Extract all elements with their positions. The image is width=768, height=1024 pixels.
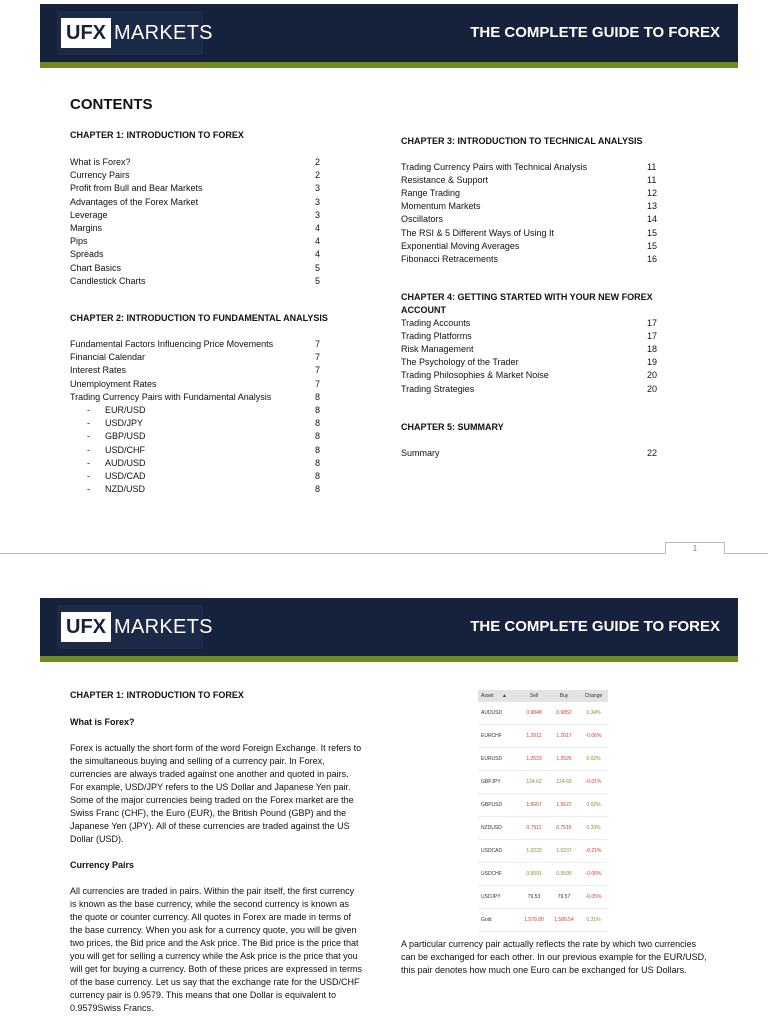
toc-item[interactable]	[87, 470, 146, 483]
toc-page-number: 15	[647, 240, 658, 251]
toc-page-number: 8	[315, 431, 321, 442]
rates-change: 0.31%	[586, 917, 601, 923]
toc-page-number: 11	[647, 162, 657, 172]
toc-page-number: 17	[647, 331, 658, 342]
sort-icon[interactable]: ▲	[501, 693, 507, 699]
rates-row[interactable]	[478, 817, 608, 840]
toc-page-number: 3	[315, 209, 321, 220]
rates-asset: NZDUSD	[481, 825, 502, 831]
page2-chapter-heading: CHAPTER 1: INTRODUCTION TO FOREX	[70, 690, 244, 700]
rates-buy: 124.69	[556, 779, 572, 785]
toc-item-label: Momentum Markets	[401, 201, 481, 212]
toc-item-label: Exponential Moving Averages	[401, 240, 520, 251]
section-currency-pairs-text: All currencies are traded in pairs. Within the pair itself, the first currency is known as the base currency, while the second currency is known as the quote or counter currency. All quotes in Forex are made in terms of the base currency. When you ask for a currency quote, you will be given two prices, the Bid price and the Ask price. The Bid price is the price that you will get for selling a currency while the Ask price is the price that you will get for buying a currency. Both of these prices are expressed in terms of the base currency. Let us say that the exchange rate for the USD/CHF currency pair is 0.9579. This means that one Dollar is equivalent to 0.9579Swiss Francs.	[70, 886, 362, 1013]
ufx-markets-logo	[57, 605, 213, 649]
rates-asset: EURCHF	[481, 733, 502, 739]
toc-item[interactable]	[401, 356, 519, 369]
rates-sell: 1.0232	[526, 848, 542, 854]
page-divider	[0, 553, 768, 554]
toc-page-number: 7	[315, 352, 321, 363]
rates-buy: 1,580.54	[554, 917, 574, 923]
toc-page-number: 18	[647, 344, 658, 355]
toc-item[interactable]	[401, 240, 519, 253]
guide-title: THE COMPLETE GUIDE TO FOREX	[470, 24, 720, 41]
toc-page-number: 8	[315, 457, 321, 468]
guide-title: THE COMPLETE GUIDE TO FOREX	[470, 618, 720, 635]
rates-row[interactable]	[478, 909, 608, 932]
toc-item-label: The Psychology of the Trader	[401, 357, 519, 368]
rates-sell: 1.2012	[526, 733, 542, 739]
rates-row[interactable]	[478, 702, 608, 725]
toc-page-number: 8	[315, 405, 321, 415]
toc-page-number: 7	[315, 365, 321, 376]
toc-item[interactable]	[401, 174, 488, 187]
toc-item[interactable]	[70, 169, 130, 182]
rates-buy: 1.5672	[556, 802, 572, 808]
toc-item[interactable]	[70, 364, 126, 377]
toc-dash: -	[87, 405, 90, 415]
toc-item[interactable]	[70, 235, 88, 248]
toc-page-number: 12	[647, 188, 658, 199]
toc-page-number: 4	[315, 249, 321, 260]
toc-page-number: 8	[315, 391, 321, 402]
header-stripe	[40, 656, 738, 662]
logo-ufx: UFX	[61, 612, 111, 642]
rates-change: 0.02%	[586, 756, 601, 762]
rates-buy: 1.2526	[556, 756, 572, 762]
chapter5-heading: CHAPTER 5: SUMMARY	[401, 422, 504, 432]
rates-asset: Gold	[481, 917, 492, 923]
rates-asset: EURUSD	[481, 756, 503, 762]
page-number: 1	[665, 542, 725, 554]
toc-item[interactable]	[70, 156, 131, 169]
toc-item-label: Spreads	[70, 249, 104, 260]
rates-row[interactable]	[478, 725, 608, 748]
toc-page-number: 8	[315, 471, 321, 481]
rates-change: -0.21%	[585, 848, 602, 854]
toc-page-number: 22	[647, 448, 658, 458]
toc-item[interactable]	[401, 213, 443, 226]
toc-page-number: 4	[315, 236, 321, 247]
logo-markets: MARKETS	[114, 615, 213, 638]
toc-item[interactable]	[87, 457, 146, 470]
rates-change: -0.06%	[585, 733, 602, 739]
chapter4-heading-line2: ACCOUNT	[401, 305, 446, 315]
rates-row[interactable]	[478, 886, 608, 909]
toc-item[interactable]	[87, 483, 145, 496]
toc-item[interactable]	[401, 343, 474, 356]
toc-item[interactable]	[401, 187, 460, 200]
toc-page-number: 4	[315, 223, 321, 233]
toc-item[interactable]	[401, 447, 440, 460]
toc-item[interactable]	[70, 248, 104, 261]
toc-page-number: 15	[647, 227, 658, 238]
toc-page-number: 3	[315, 196, 321, 207]
toc-item[interactable]	[401, 383, 474, 396]
toc-item[interactable]	[401, 369, 549, 382]
toc-item[interactable]	[87, 430, 146, 443]
rates-row[interactable]	[478, 748, 608, 771]
toc-item-label: Trading Philosophies & Market Noise	[401, 370, 549, 381]
toc-item[interactable]	[70, 209, 108, 222]
rates-row[interactable]	[478, 840, 608, 863]
rates-asset: USDJPY	[481, 894, 501, 900]
toc-item-label: Trading Strategies	[401, 383, 475, 394]
ufx-markets-logo	[57, 11, 213, 55]
chapter4-heading-line1: CHAPTER 4: GETTING STARTED WITH YOUR NEW FOREX	[401, 292, 653, 302]
rates-change: -0.01%	[585, 779, 602, 785]
toc-item[interactable]	[87, 417, 143, 430]
toc-item[interactable]	[87, 444, 145, 457]
toc-page-number: 16	[647, 253, 658, 264]
toc-item[interactable]	[70, 182, 203, 195]
toc-page-number: 8	[315, 418, 321, 429]
toc-item-label: Trading Platforms	[401, 331, 472, 342]
rates-change: -0.05%	[585, 894, 602, 900]
toc-dash: -	[87, 418, 90, 429]
toc-item-label: Unemployment Rates	[70, 378, 157, 389]
rates-buy: 79.57	[557, 894, 571, 900]
rates-change: 0.33%	[586, 825, 601, 831]
toc-item-label: NZD/USD	[105, 484, 145, 495]
toc-item[interactable]	[70, 262, 121, 275]
logo-ufx: UFX	[61, 18, 111, 48]
contents-title: CONTENTS	[70, 96, 153, 113]
toc-item-label: Chart Basics	[70, 262, 122, 273]
toc-dash: -	[87, 457, 90, 468]
section-what-is-forex-text: Forex is actually the short form of the word Foreign Exchange. It refers to the simultaneous buying and selling of a currency pair. In Forex, currencies are always traded against one another and quoted in pairs. For example, USD/JPY refers to the US Dollar and Japanese Yen pair. Some of the major currencies being traded on the Forex market are the Swiss Franc (CHF), the Euro (EUR), the British Pound (GBP) and the Japanese Yen (JPY). All of these currencies are traded against the US Dollar (USD).	[70, 743, 362, 844]
toc-item[interactable]	[401, 227, 554, 240]
toc-item-label: EUR/USD	[105, 405, 146, 415]
toc-dash: -	[87, 444, 90, 455]
rates-row[interactable]	[478, 794, 608, 817]
toc-item[interactable]	[70, 391, 271, 404]
toc-page-number: 5	[315, 262, 321, 273]
toc-item[interactable]	[70, 275, 146, 288]
toc-item-label: Trading Currency Pairs with Fundamental Analysis	[70, 391, 272, 402]
rates-change: -0.06%	[585, 871, 602, 877]
page2-header	[40, 598, 738, 656]
toc-item-label: GBP/USD	[105, 431, 146, 442]
rates-asset: USDCHF	[481, 871, 502, 877]
toc-page-number: 19	[647, 357, 658, 368]
section-currency-pairs-heading: Currency Pairs	[70, 860, 135, 870]
currency-pair-caption: A particular currency pair actually reflects the rate by which two currencies can be exchanged for each other. In our previous example for the EUR/USD, this pair denotes how much one Euro can be exchanged for US Dollars.	[401, 939, 707, 975]
rates-sell: 124.62	[526, 779, 542, 785]
header-sell[interactable]: Sell	[529, 693, 539, 699]
toc-page-number: 3	[315, 183, 321, 194]
rates-change: 0.34%	[586, 710, 601, 716]
toc-item-label: Candlestick Charts	[70, 275, 146, 286]
toc-page-number: 7	[315, 378, 321, 389]
toc-dash: -	[87, 484, 90, 495]
toc-item[interactable]	[401, 161, 587, 174]
toc-item[interactable]	[401, 200, 481, 213]
rates-table-header	[478, 690, 608, 702]
toc-item-label: Range Trading	[401, 188, 461, 199]
rates-asset: GBPJPY	[481, 779, 501, 785]
rates-sell: 79.53	[527, 894, 541, 900]
rates-asset: USDCAD	[481, 848, 503, 854]
toc-item-label: AUD/USD	[105, 457, 146, 468]
toc-dash: -	[87, 431, 90, 442]
toc-page-number: 5	[315, 275, 321, 286]
chapter1-heading: CHAPTER 1: INTRODUCTION TO FOREX	[70, 130, 244, 140]
toc-item-label: Pips	[70, 236, 88, 247]
chapter3-heading: CHAPTER 3: INTRODUCTION TO TECHNICAL ANALYSIS	[401, 136, 643, 146]
rates-asset: GBPUSD	[481, 802, 503, 808]
toc-page-number: 2	[315, 170, 321, 181]
toc-item[interactable]	[401, 317, 470, 330]
toc-page-number: 11	[647, 175, 657, 186]
rates-buy: 1.0237	[556, 848, 572, 854]
toc-page-number: 7	[315, 339, 321, 349]
toc-dash: -	[87, 471, 90, 481]
toc-item[interactable]	[401, 253, 498, 266]
toc-item-label: Fundamental Factors Influencing Price Movements	[70, 339, 274, 349]
toc-page-number: 17	[647, 318, 658, 328]
toc-item-label: Risk Management	[401, 344, 474, 355]
toc-page-number: 13	[647, 201, 658, 212]
toc-item-label: Summary	[401, 448, 440, 458]
rates-buy: 0.7516	[556, 825, 572, 831]
rates-row[interactable]	[478, 771, 608, 794]
header-change[interactable]: Change	[584, 693, 603, 699]
toc-item-label: Currency Pairs	[70, 170, 130, 181]
toc-item[interactable]	[70, 222, 102, 235]
toc-page-number: 8	[315, 484, 321, 495]
rates-sell: 0.9848	[526, 710, 542, 716]
toc-item-label: Margins	[70, 223, 103, 233]
toc-item-label: Financial Calendar	[70, 352, 146, 363]
toc-item[interactable]	[87, 404, 146, 417]
toc-item-label: Oscillators	[401, 214, 444, 225]
logo-markets: MARKETS	[114, 21, 213, 44]
toc-item-label: USD/CAD	[105, 471, 146, 481]
toc-page-number: 20	[647, 383, 658, 394]
toc-item-label: Trading Currency Pairs with Technical Analysis	[401, 162, 588, 172]
rates-buy: 0.9852	[556, 710, 572, 716]
toc-item[interactable]	[70, 196, 198, 209]
toc-page-number: 20	[647, 370, 658, 381]
toc-page-number: 8	[315, 444, 321, 455]
toc-item-label: Profit from Bull and Bear Markets	[70, 183, 203, 194]
rates-sell: 1,579.80	[524, 917, 544, 923]
section-what-is-forex-heading: What is Forex?	[70, 717, 135, 727]
rates-sell: 1.5667	[526, 802, 542, 808]
toc-item-label: The RSI & 5 Different Ways of Using It	[401, 227, 555, 238]
rates-change: 0.02%	[586, 802, 601, 808]
toc-page-number: 14	[647, 214, 658, 225]
rates-sell: 0.9591	[526, 871, 542, 877]
page1-header	[40, 4, 738, 62]
header-asset[interactable]: Asset ▲	[481, 693, 507, 699]
header-buy[interactable]: Buy	[559, 693, 569, 699]
toc-item-label: Interest Rates	[70, 365, 127, 376]
toc-item-label: Resistance & Support	[401, 175, 489, 186]
header-stripe	[40, 62, 738, 68]
rates-row[interactable]	[478, 863, 608, 886]
toc-item-label: Trading Accounts	[401, 318, 471, 328]
toc-item-label: Fibonacci Retracements	[401, 253, 499, 264]
toc-item-label: USD/JPY	[105, 418, 144, 429]
rates-buy: 1.2017	[556, 733, 572, 739]
toc-item[interactable]	[70, 338, 273, 351]
chapter2-heading: CHAPTER 2: INTRODUCTION TO FUNDAMENTAL ANALYSIS	[70, 313, 328, 323]
toc-item-label: Leverage	[70, 209, 108, 220]
rates-sell: 0.7511	[526, 825, 542, 831]
toc-item-label: Advantages of the Forex Market	[70, 196, 199, 207]
toc-item-label: What is Forex?	[70, 157, 131, 167]
rates-buy: 0.9595	[556, 871, 572, 877]
toc-item[interactable]	[70, 378, 157, 391]
rates-table-body	[478, 702, 608, 932]
rates-asset: AUDUSD	[481, 710, 503, 716]
toc-page-number: 2	[315, 157, 321, 167]
rates-sell: 1.2523	[526, 756, 542, 762]
toc-item[interactable]	[401, 330, 472, 343]
rates-table	[478, 690, 608, 932]
toc-item[interactable]	[70, 351, 145, 364]
toc-item-label: USD/CHF	[105, 444, 145, 455]
